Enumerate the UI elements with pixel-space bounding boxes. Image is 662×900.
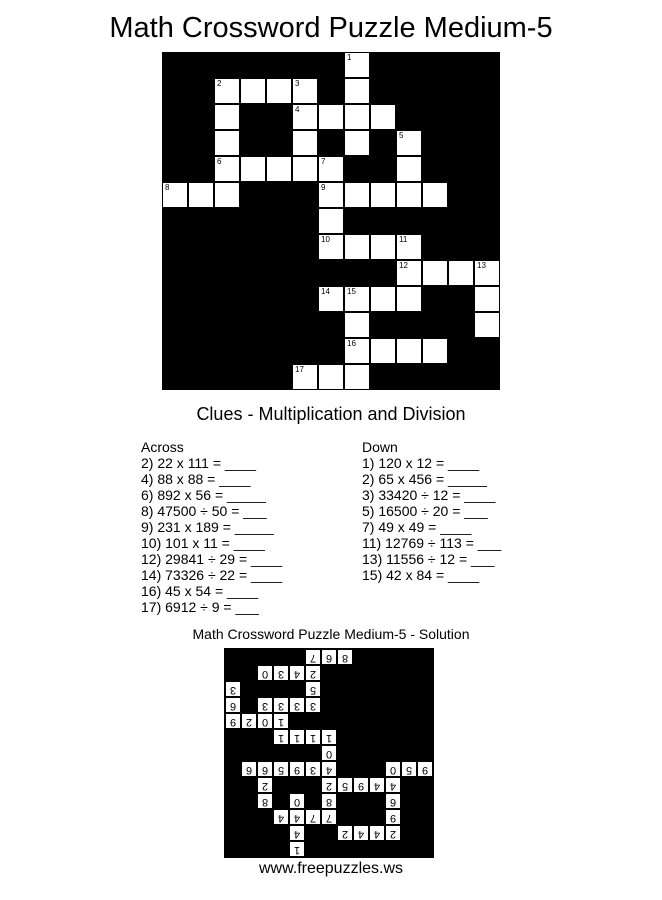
crossword-cell[interactable] bbox=[344, 286, 370, 312]
clue-across: 4) 88 x 88 = ____ bbox=[141, 471, 251, 487]
clue-across: 8) 47500 ÷ 50 = ___ bbox=[141, 503, 267, 519]
solution-digit: 7 bbox=[325, 812, 333, 824]
solution-cell bbox=[385, 793, 401, 809]
solution-digit: 1 bbox=[277, 716, 285, 728]
solution-cell bbox=[369, 825, 385, 841]
solution-cell bbox=[385, 761, 401, 777]
crossword-cell[interactable] bbox=[448, 260, 474, 286]
solution-cell bbox=[337, 777, 353, 793]
crossword-cell[interactable] bbox=[318, 364, 344, 390]
crossword-cell[interactable] bbox=[422, 182, 448, 208]
solution-cell bbox=[273, 713, 289, 729]
solution-digit: 6 bbox=[389, 796, 397, 808]
solution-cell bbox=[289, 809, 305, 825]
solution-cell bbox=[337, 649, 353, 665]
clue-down: 2) 65 x 456 = _____ bbox=[362, 471, 487, 487]
crossword-cell[interactable] bbox=[474, 260, 500, 286]
solution-cell bbox=[257, 697, 273, 713]
crossword-cell[interactable] bbox=[214, 156, 240, 182]
across-heading: Across bbox=[141, 439, 184, 455]
solution-cell bbox=[305, 729, 321, 745]
solution-digit: 9 bbox=[293, 764, 301, 776]
crossword-cell[interactable] bbox=[396, 338, 422, 364]
crossword-cell[interactable] bbox=[344, 364, 370, 390]
clue-number: 15 bbox=[347, 287, 356, 296]
clue-across: 12) 29841 ÷ 29 = ____ bbox=[141, 551, 283, 567]
solution-grid bbox=[224, 648, 434, 858]
solution-cell bbox=[305, 649, 321, 665]
clue-number: 8 bbox=[165, 183, 170, 192]
clue-across: 9) 231 x 189 = _____ bbox=[141, 519, 274, 535]
solution-digit: 2 bbox=[245, 716, 253, 728]
crossword-cell[interactable] bbox=[318, 208, 344, 234]
crossword-cell[interactable] bbox=[396, 130, 422, 156]
solution-cell bbox=[305, 681, 321, 697]
clue-down: 11) 12769 ÷ 113 = ___ bbox=[362, 535, 502, 551]
solution-digit: 3 bbox=[293, 700, 301, 712]
solution-cell bbox=[257, 793, 273, 809]
solution-digit: 6 bbox=[325, 652, 333, 664]
solution-digit: 0 bbox=[261, 668, 269, 680]
solution-cell bbox=[385, 809, 401, 825]
crossword-cell[interactable] bbox=[396, 156, 422, 182]
solution-cell bbox=[417, 761, 433, 777]
crossword-cell[interactable] bbox=[344, 234, 370, 260]
solution-cell bbox=[385, 777, 401, 793]
crossword-cell[interactable] bbox=[344, 338, 370, 364]
solution-digit: 2 bbox=[325, 780, 333, 792]
crossword-cell[interactable] bbox=[344, 182, 370, 208]
clues-heading: Clues - Multiplication and Division bbox=[196, 404, 466, 424]
solution-digit: 3 bbox=[229, 684, 237, 696]
solution-cell bbox=[257, 665, 273, 681]
solution-cell bbox=[321, 793, 337, 809]
crossword-cell[interactable] bbox=[344, 312, 370, 338]
solution-cell bbox=[241, 713, 257, 729]
crossword-cell[interactable] bbox=[318, 234, 344, 260]
clue-across: 14) 73326 ÷ 22 = ____ bbox=[141, 567, 283, 583]
clue-number: 4 bbox=[295, 105, 300, 114]
clue-number: 5 bbox=[399, 131, 404, 140]
solution-cell bbox=[321, 809, 337, 825]
crossword-cell[interactable] bbox=[292, 78, 318, 104]
solution-cell bbox=[289, 697, 305, 713]
solution-digit: 1 bbox=[293, 844, 301, 856]
solution-digit: 2 bbox=[309, 668, 317, 680]
clue-number: 13 bbox=[477, 261, 486, 270]
crossword-cell[interactable] bbox=[240, 78, 266, 104]
solution-digit: 6 bbox=[245, 764, 253, 776]
solution-cell bbox=[225, 713, 241, 729]
solution-cell bbox=[289, 729, 305, 745]
clue-number: 7 bbox=[321, 157, 326, 166]
solution-digit: 5 bbox=[341, 780, 349, 792]
crossword-cell[interactable] bbox=[396, 260, 422, 286]
clue-down: 15) 42 x 84 = ____ bbox=[362, 567, 480, 583]
crossword-cell[interactable] bbox=[240, 156, 266, 182]
solution-digit: 9 bbox=[357, 780, 365, 792]
solution-digit: 7 bbox=[309, 812, 317, 824]
solution-cell bbox=[305, 761, 321, 777]
solution-digit: 6 bbox=[261, 764, 269, 776]
across-clues bbox=[141, 439, 282, 615]
solution-cell bbox=[321, 649, 337, 665]
solution-cell bbox=[321, 729, 337, 745]
crossword-cell[interactable] bbox=[344, 78, 370, 104]
solution-digit: 7 bbox=[309, 652, 317, 664]
crossword-cell[interactable] bbox=[318, 182, 344, 208]
solution-cell bbox=[305, 809, 321, 825]
crossword-cell[interactable] bbox=[396, 234, 422, 260]
solution-cell bbox=[273, 761, 289, 777]
solution-digit: 8 bbox=[341, 652, 349, 664]
crossword-cell[interactable] bbox=[396, 286, 422, 312]
solution-digit: 0 bbox=[261, 716, 269, 728]
solution-digit: 9 bbox=[229, 716, 237, 728]
clue-across: 17) 6912 ÷ 9 = ___ bbox=[141, 599, 259, 615]
solution-digit: 5 bbox=[309, 684, 317, 696]
solution-cell bbox=[305, 665, 321, 681]
solution-cell bbox=[401, 761, 417, 777]
clue-number: 14 bbox=[321, 287, 330, 296]
clue-down: 13) 11556 ÷ 12 = ___ bbox=[362, 551, 495, 567]
solution-digit: 8 bbox=[325, 796, 333, 808]
solution-digit: 3 bbox=[309, 764, 317, 776]
solution-cell bbox=[289, 841, 305, 857]
clue-number: 3 bbox=[295, 79, 300, 88]
clue-number: 2 bbox=[217, 79, 222, 88]
solution-digit: 4 bbox=[389, 780, 397, 792]
solution-digit: 3 bbox=[261, 700, 269, 712]
solution-digit: 2 bbox=[341, 828, 349, 840]
crossword-cell[interactable] bbox=[214, 78, 240, 104]
solution-cell bbox=[289, 665, 305, 681]
solution-digit: 4 bbox=[293, 812, 301, 824]
solution-digit: 2 bbox=[389, 828, 397, 840]
solution-digit: 8 bbox=[261, 796, 269, 808]
crossword-cell[interactable] bbox=[474, 286, 500, 312]
solution-digit: 4 bbox=[325, 764, 333, 776]
crossword-cell[interactable] bbox=[318, 286, 344, 312]
solution-digit: 6 bbox=[229, 700, 237, 712]
solution-cell bbox=[321, 777, 337, 793]
crossword-cell[interactable] bbox=[292, 364, 318, 390]
down-clues bbox=[362, 439, 501, 583]
solution-heading: Math Crossword Puzzle Medium-5 - Solution bbox=[192, 626, 470, 642]
crossword-cell[interactable] bbox=[292, 130, 318, 156]
solution-digit: 9 bbox=[389, 812, 397, 824]
solution-digit: 1 bbox=[277, 732, 285, 744]
solution-digit: 0 bbox=[389, 764, 397, 776]
solution-cell bbox=[225, 681, 241, 697]
down-heading: Down bbox=[362, 439, 398, 455]
solution-cell bbox=[385, 825, 401, 841]
crossword-cell[interactable] bbox=[188, 182, 214, 208]
solution-digit: 5 bbox=[277, 764, 285, 776]
solution-digit: 3 bbox=[309, 700, 317, 712]
solution-digit: 1 bbox=[293, 732, 301, 744]
solution-cell bbox=[273, 697, 289, 713]
clue-down: 7) 49 x 49 = ____ bbox=[362, 519, 472, 535]
crossword-cell[interactable] bbox=[162, 182, 188, 208]
solution-digit: 5 bbox=[405, 764, 413, 776]
page-title: Math Crossword Puzzle Medium-5 bbox=[109, 12, 553, 44]
solution-cell bbox=[257, 761, 273, 777]
crossword-cell[interactable] bbox=[344, 52, 370, 78]
solution-digit: 4 bbox=[373, 828, 381, 840]
solution-digit: 4 bbox=[373, 780, 381, 792]
crossword-cell[interactable] bbox=[370, 286, 396, 312]
solution-digit: 4 bbox=[293, 668, 301, 680]
crossword-cell[interactable] bbox=[214, 182, 240, 208]
crossword-grid bbox=[162, 52, 500, 390]
clue-number: 12 bbox=[399, 261, 408, 270]
solution-cell bbox=[321, 745, 337, 761]
clue-down: 3) 33420 ÷ 12 = ____ bbox=[362, 487, 496, 503]
crossword-cell[interactable] bbox=[266, 156, 292, 182]
solution-cell bbox=[257, 777, 273, 793]
solution-cell bbox=[337, 825, 353, 841]
crossword-cell[interactable] bbox=[370, 234, 396, 260]
crossword-cell[interactable] bbox=[266, 78, 292, 104]
solution-digit: 9 bbox=[421, 764, 429, 776]
crossword-cell[interactable] bbox=[370, 104, 396, 130]
crossword-cell[interactable] bbox=[370, 338, 396, 364]
footer-url: www.freepuzzles.ws bbox=[258, 860, 404, 877]
solution-digit: 3 bbox=[277, 700, 285, 712]
solution-cell bbox=[353, 777, 369, 793]
solution-cell bbox=[225, 697, 241, 713]
clue-down: 1) 120 x 12 = ____ bbox=[362, 455, 480, 471]
crossword-cell[interactable] bbox=[396, 182, 422, 208]
crossword-cell[interactable] bbox=[344, 130, 370, 156]
crossword-cell[interactable] bbox=[422, 338, 448, 364]
clue-number: 1 bbox=[347, 53, 352, 62]
solution-cell bbox=[241, 761, 257, 777]
solution-cell bbox=[257, 713, 273, 729]
solution-cell bbox=[273, 665, 289, 681]
clue-across: 16) 45 x 54 = ____ bbox=[141, 583, 259, 599]
solution-cell bbox=[305, 697, 321, 713]
crossword-cell[interactable] bbox=[344, 104, 370, 130]
crossword-cell[interactable] bbox=[318, 104, 344, 130]
solution-cell bbox=[321, 761, 337, 777]
crossword-cell[interactable] bbox=[214, 130, 240, 156]
solution-cell bbox=[289, 761, 305, 777]
solution-digit: 3 bbox=[277, 668, 285, 680]
clue-down: 5) 16500 ÷ 20 = ___ bbox=[362, 503, 488, 519]
clue-number: 17 bbox=[295, 365, 304, 374]
crossword-cell[interactable] bbox=[370, 182, 396, 208]
crossword-cell[interactable] bbox=[318, 156, 344, 182]
solution-digit: 4 bbox=[357, 828, 365, 840]
solution-digit: 0 bbox=[293, 796, 301, 808]
clue-number: 16 bbox=[347, 339, 356, 348]
crossword-cell[interactable] bbox=[422, 260, 448, 286]
clue-number: 10 bbox=[321, 235, 330, 244]
solution-cell bbox=[369, 777, 385, 793]
clue-across: 6) 892 x 56 = _____ bbox=[141, 487, 266, 503]
solution-digit: 1 bbox=[309, 732, 317, 744]
clue-number: 9 bbox=[321, 183, 326, 192]
solution-cell bbox=[273, 729, 289, 745]
crossword-cell[interactable] bbox=[214, 104, 240, 130]
solution-digit: 1 bbox=[325, 732, 333, 744]
solution-digit: 2 bbox=[261, 780, 269, 792]
solution-cell bbox=[289, 793, 305, 809]
solution-digit: 4 bbox=[277, 812, 285, 824]
crossword-cell[interactable] bbox=[474, 312, 500, 338]
solution-cell bbox=[273, 809, 289, 825]
solution-digit: 4 bbox=[293, 828, 301, 840]
solution-cell bbox=[353, 825, 369, 841]
clue-across: 2) 22 x 111 = ____ bbox=[141, 455, 257, 471]
solution-digit: 0 bbox=[325, 748, 333, 760]
clue-number: 11 bbox=[399, 235, 408, 244]
crossword-cell[interactable] bbox=[292, 104, 318, 130]
solution-cell bbox=[289, 825, 305, 841]
clue-across: 10) 101 x 11 = ____ bbox=[141, 535, 265, 551]
crossword-cell[interactable] bbox=[292, 156, 318, 182]
clue-number: 6 bbox=[217, 157, 222, 166]
